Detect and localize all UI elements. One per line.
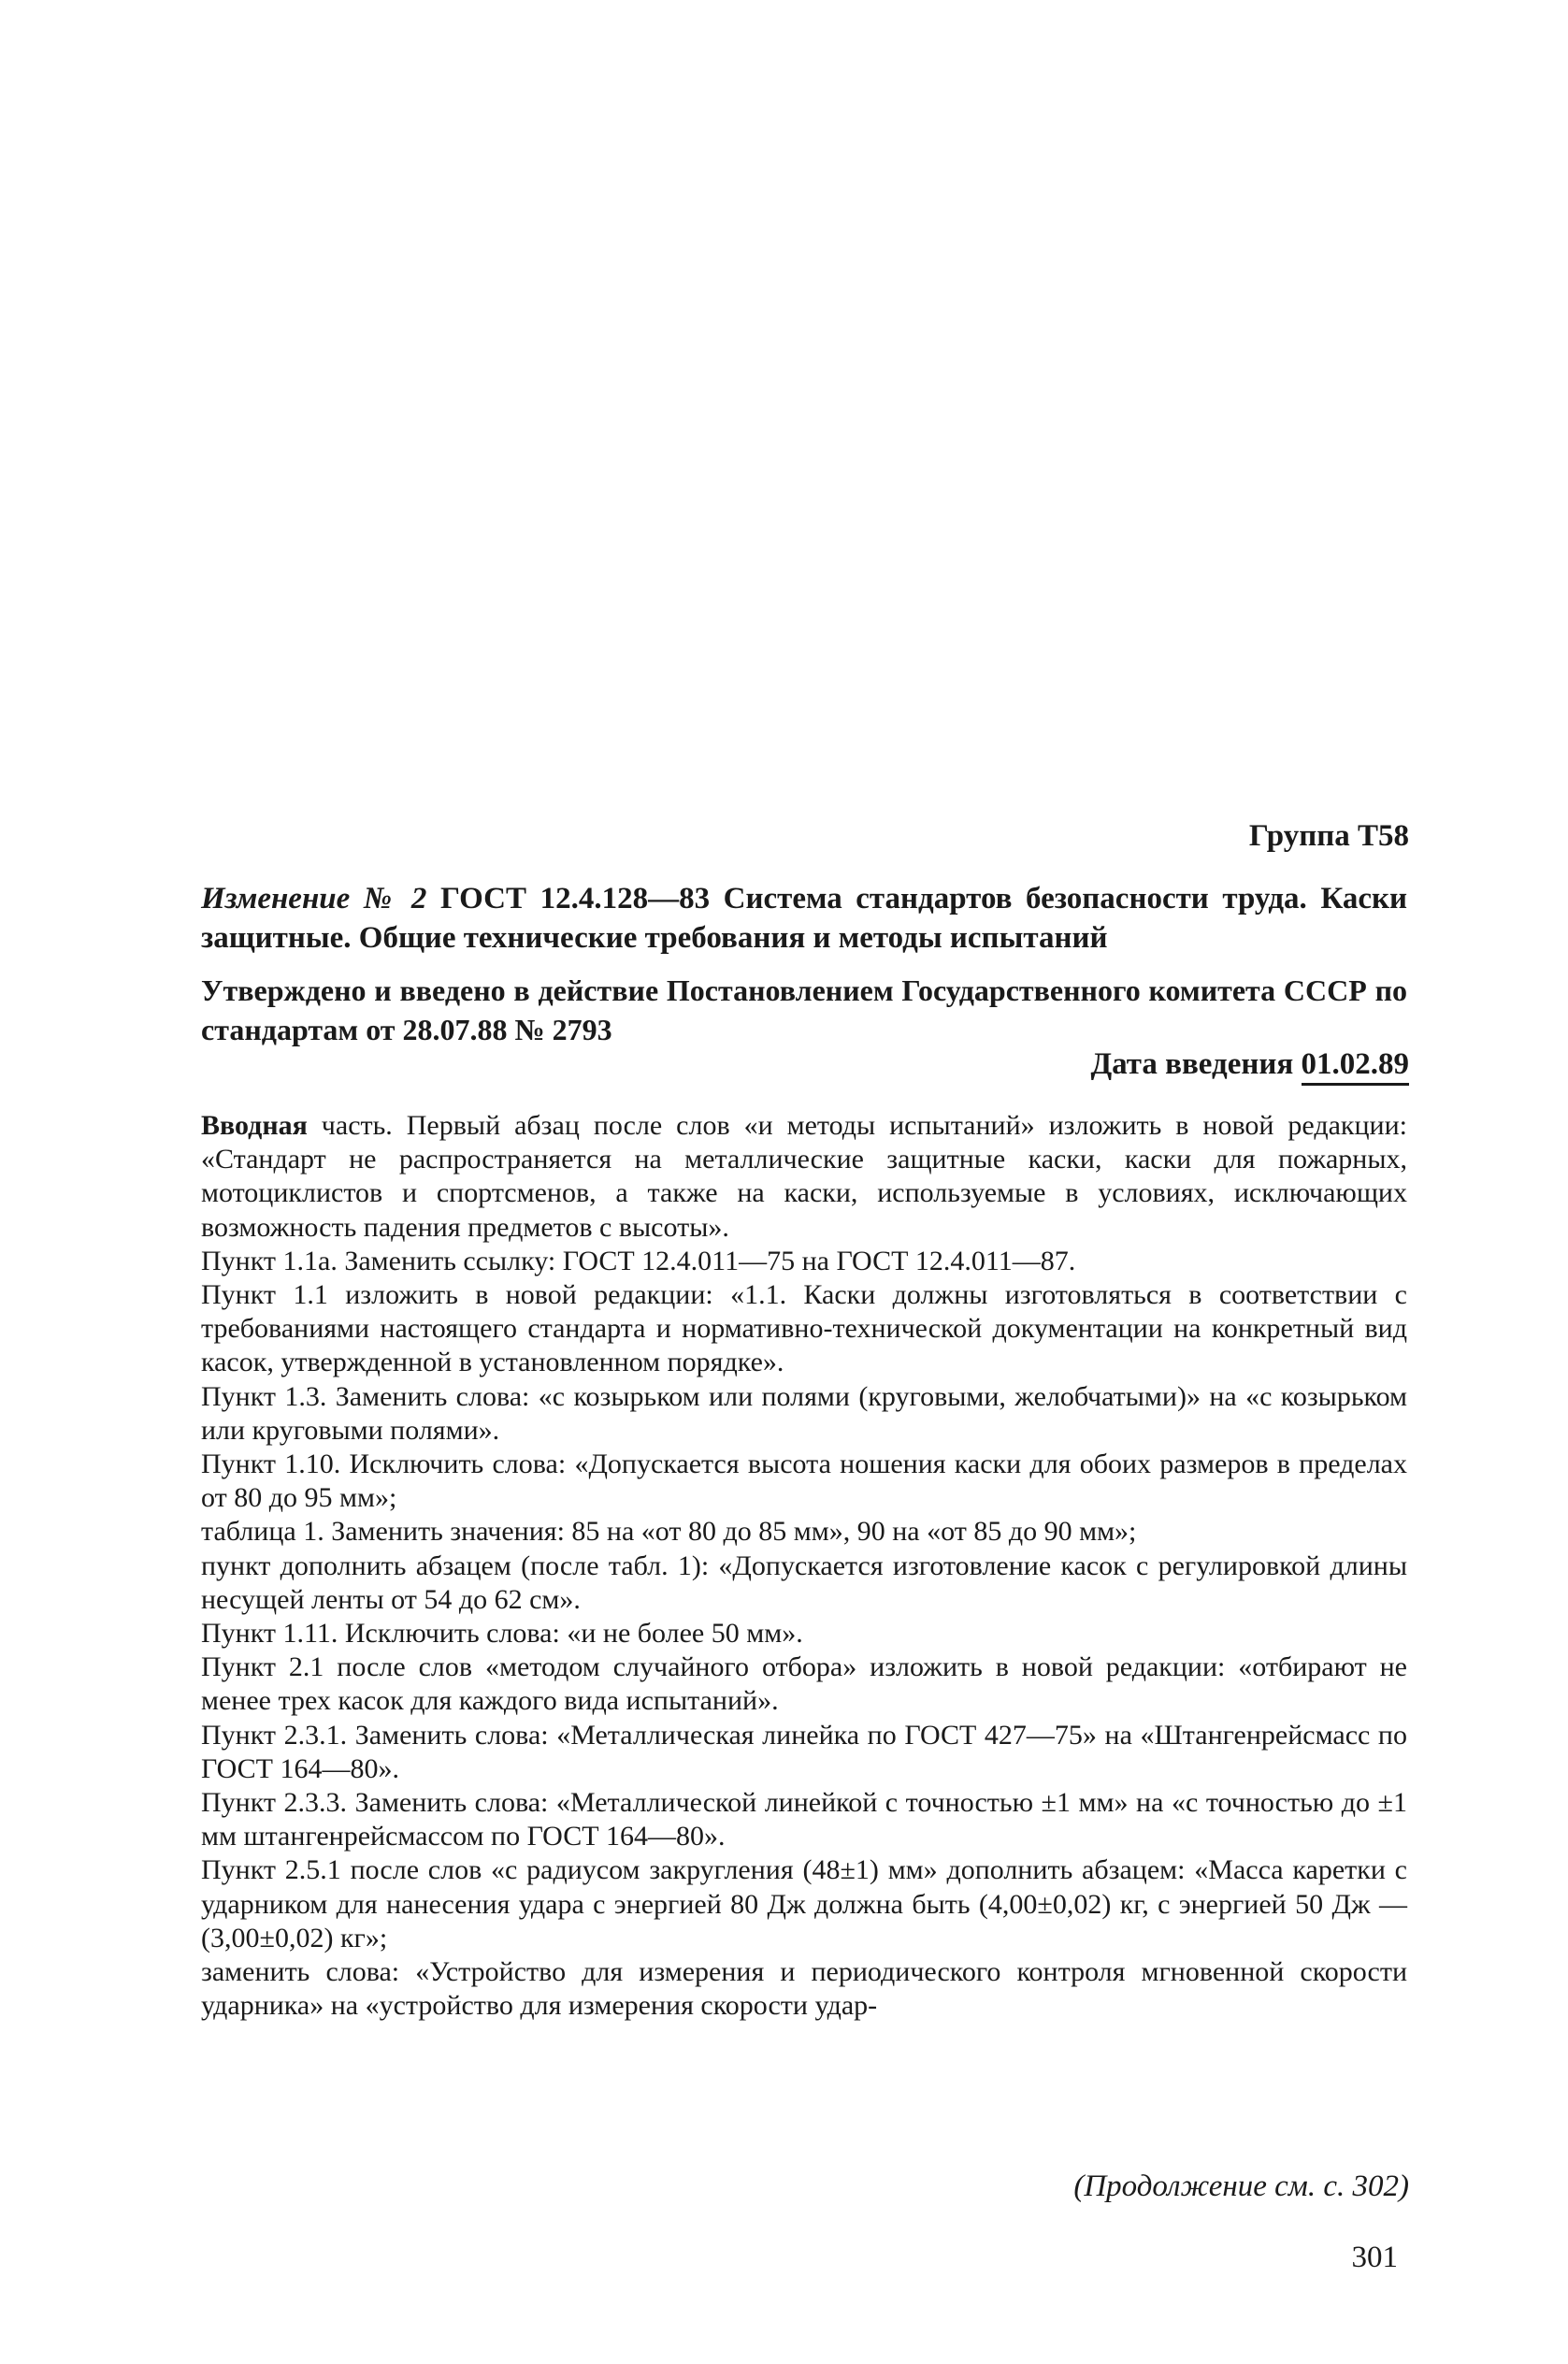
paragraph: Пункт 1.10. Исключить слова: «Допускается высота ношения каски для обоих размеров в пределах от 80 до 95 мм»;: [201, 1449, 1407, 1514]
paragraph: Пункт 2.5.1 после слов «с радиусом закругления (48±1) мм» дополнить абзацем: «Масса каретки с ударником для нанесения удара с энергией 80 Дж должна быть (4,00±0,02) кг, с энергией 50 Дж — (3,00±0,02) кг»;: [201, 1854, 1407, 1953]
amendment-title-text: ГОСТ 12.4.128—83 Система стандартов безопасности труда. Каски защитные. Общие технические требования и методы испытаний: [201, 882, 1407, 955]
group-code: Группа Т58: [1248, 819, 1409, 853]
paragraph: Пункт 2.3.1. Заменить слова: «Металлическая линейка по ГОСТ 427—75» на «Штангенрейсмасс по ГОСТ 164—80».: [201, 1719, 1407, 1784]
page-number: 301: [1351, 2241, 1398, 2274]
paragraph-intro: [201, 1109, 1407, 1245]
paragraph: Пункт 2.1 после слов «методом случайного отбора» изложить в новой редакции: «отбирают не менее трех касок для каждого вида испытаний».: [201, 1651, 1407, 1717]
paragraph-lead: Вводная: [201, 1110, 308, 1141]
paragraph: Пункт 1.3. Заменить слова: «с козырьком или полями (круговыми, желобчатыми)» на «с козырьком или круговыми полями».: [201, 1380, 1407, 1446]
paragraph-text: часть. Первый абзац после слов «и методы испытаний» изложить в новой редакции: «Стандарт не распространяется на металлические защитные каски, каски для пожарных, мотоциклистов и спортсменов, а также на каски, используемые в условиях, исключающих возможность падения предметов с высоты».: [201, 1110, 1407, 1243]
amendment-number: Изменение № 2: [201, 882, 427, 915]
paragraph: таблица 1. Заменить значения: 85 на «от 80 до 85 мм», 90 на «от 85 до 90 мм»;: [201, 1516, 1137, 1548]
paragraph: Пункт 1.1а. Заменить ссылку: ГОСТ 12.4.011—75 на ГОСТ 12.4.011—87.: [201, 1245, 1076, 1276]
document-body: [201, 1109, 1407, 2023]
amendment-title: [201, 879, 1407, 958]
approval-statement: Утверждено и введено в действие Постановлением Государственного комитета СССР по стандартам от 28.07.88 № 2793: [201, 973, 1407, 1046]
effective-date-label: Дата введения: [1090, 1047, 1294, 1081]
effective-date: [1090, 1047, 1409, 1082]
continuation-note: (Продолжение см. с. 302): [1073, 2169, 1409, 2203]
paragraph: заменить слова: «Устройство для измерения и периодического контроля мгновенной скорости ударника» на «устройство для измерения скорости удар-: [201, 1956, 1407, 2022]
paragraph: Пункт 1.11. Исключить слова: «и не более 50 мм».: [201, 1618, 803, 1650]
paragraph: Пункт 2.3.3. Заменить слова: «Металлической линейкой с точностью ±1 мм» на «с точностью до ±1 мм штангенрейсмассом по ГОСТ 164—80».: [201, 1787, 1407, 1852]
paragraph: Пункт 1.1 изложить в новой редакции: «1.1. Каски должны изготовляться в соответствии с требованиями настоящего стандарта и нормативно-технической документации на конкретный вид касок, утвержденной в установленном порядке».: [201, 1279, 1407, 1378]
paragraph: пункт дополнить абзацем (после табл. 1): «Допускается изготовление касок с регулировкой длины несущей ленты от 54 до 62 см».: [201, 1550, 1407, 1615]
effective-date-value: 01.02.89: [1302, 1047, 1410, 1086]
